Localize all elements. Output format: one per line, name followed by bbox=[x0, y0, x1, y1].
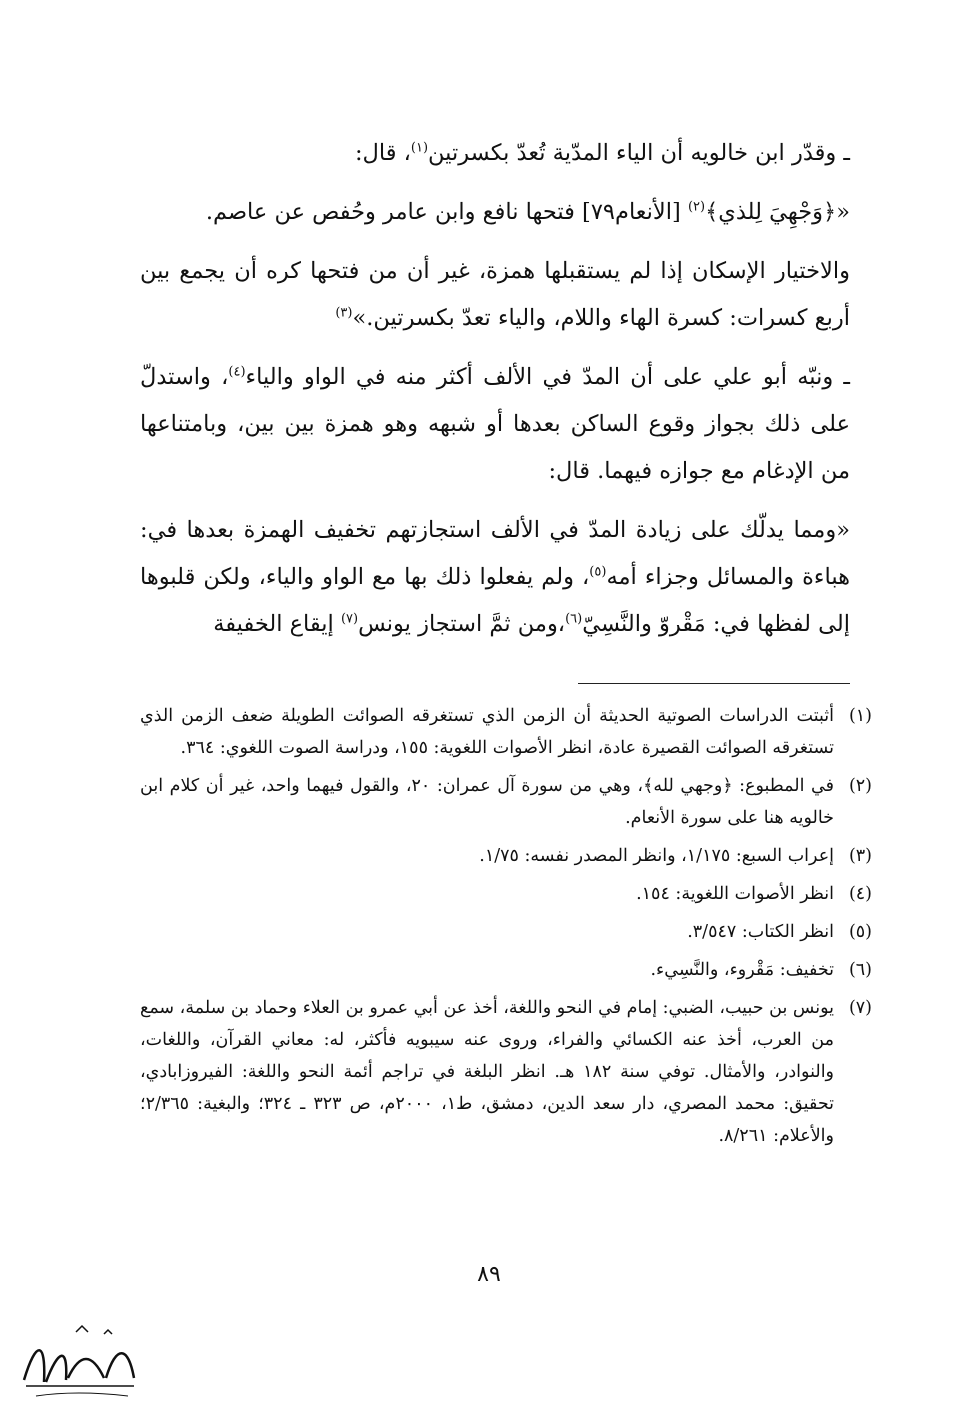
footnote-text: تخفيف: مَقْروء، والنَّسِيء. bbox=[650, 960, 834, 980]
paragraph-5-text: «ومما يدلّك على زيادة المدّ في الألف استجازتهم تخفيف الهمزة بعدها في: هباءة والمسائل وجزاء أمه bbox=[140, 517, 850, 590]
footnote-number: (٢) bbox=[848, 776, 872, 796]
footnote-ref-1[interactable]: (١) bbox=[410, 140, 429, 156]
paragraph-4 bbox=[140, 354, 850, 495]
publisher-logo-icon bbox=[16, 1320, 141, 1405]
paragraph-5-tail: إيقاع الخفيفة bbox=[213, 611, 341, 637]
footnote-number: (٣) bbox=[848, 846, 872, 866]
paragraph-2 bbox=[140, 189, 850, 236]
main-text bbox=[140, 130, 850, 660]
footnotes bbox=[140, 700, 872, 1158]
footnote-ref-4[interactable]: (٤) bbox=[228, 364, 246, 380]
footnote-2 bbox=[140, 770, 872, 834]
footnote-7 bbox=[140, 992, 872, 1152]
footnote-1 bbox=[140, 700, 872, 764]
footnote-number: (٥) bbox=[848, 922, 872, 942]
paragraph-4-tail: ، واستدلّ على ذلك بجواز وقوع الساكن بعدها أو شبهه وهو همزة بين بين، وبامتناعها من الإدغام مع جوازه فيهما. قال: bbox=[140, 364, 850, 484]
footnote-number: (٧) bbox=[848, 998, 872, 1018]
paragraph-5 bbox=[140, 507, 850, 648]
footnote-ref-7[interactable]: (٧) bbox=[340, 611, 359, 627]
paragraph-4-text: ـ ونبّه أبو علي على أن المدّ في الألف أكثر منه في الواو والياء bbox=[245, 364, 850, 390]
footnote-6 bbox=[140, 954, 872, 986]
paragraph-1-text: ـ وقدّر ابن خالويه أن الياء المدّية تُعدّ بكسرتين bbox=[428, 140, 850, 166]
paragraph-5-mid: ، ولم يفعلوا ذلك بها مع الواو والياء، ولكن قلبوها إلى لفظها في: مَقْروّ والنَّسِيّ bbox=[140, 564, 850, 637]
paragraph-1-tail: ، قال: bbox=[354, 140, 411, 166]
footnote-ref-6[interactable]: (٦) bbox=[565, 611, 583, 627]
footnote-5 bbox=[140, 916, 872, 948]
footnote-ref-3[interactable]: (٣) bbox=[335, 305, 353, 321]
paragraph-2-tail: [الأنعام٧٩] فتحها نافع وابن عامر وحُفص عن عاصم. bbox=[205, 199, 688, 225]
footnote-ref-5[interactable]: (٥) bbox=[589, 564, 607, 580]
page-number: ٨٩ bbox=[477, 1262, 501, 1287]
footnote-text: في المطبوع: ﴿وجهي لله﴾، وهي من سورة آل عمران: ٢٠، والقول فيهما واحد، غير أن كلام ابن خالويه هنا على سورة الأنعام. bbox=[140, 776, 834, 828]
footnote-number: (١) bbox=[848, 706, 872, 726]
footnote-text: إعراب السبع: ١/١٧٥، وانظر المصدر نفسه: ١/٧٥. bbox=[479, 846, 834, 866]
paragraph-1 bbox=[140, 130, 850, 177]
paragraph-3-text: والاختيار الإسكان إذا لم يستقبلها همزة، غير أن من فتحها كره أن يجمع بين أربع كسرات: كسرة الهاء واللام، والياء تعدّ بكسرتين.» bbox=[140, 258, 850, 331]
footnote-separator bbox=[578, 683, 850, 684]
paragraph-3 bbox=[140, 248, 850, 342]
footnote-4 bbox=[140, 878, 872, 910]
footnote-number: (٤) bbox=[848, 884, 872, 904]
footnote-number: (٦) bbox=[848, 960, 872, 980]
paragraph-2-text: «﴿وَجْهِيَ لِلذي﴾ bbox=[705, 199, 850, 225]
footnote-text: أثبتت الدراسات الصوتية الحديثة أن الزمن الذي تستغرقه الصوائت الطويلة ضعف الزمن الذي تستغرقه الصوائت القصيرة عادة، انظر الأصوات اللغوية: ١٥٥، ودراسة الصوت اللغوي: ٣٦٤. bbox=[140, 706, 834, 758]
footnote-3 bbox=[140, 840, 872, 872]
footnote-text: انظر الأصوات اللغوية: ١٥٤. bbox=[636, 884, 834, 904]
footnote-ref-2[interactable]: (٢) bbox=[687, 199, 706, 215]
footnote-text: يونس بن حبيب، الضبي: إمام في النحو واللغة، أخذ عن أبي عمرو بن العلاء وحماد بن سلمة، سمع من العرب، أخذ عنه الكسائي والفراء، وروى عنه سيبويه فأكثر، له: معاني القرآن، واللغات، والنوادر، والأمثال. توفي سنة ١٨٢ هـ. انظر البلغة في تراجم أئمة النحو واللغة: الفيروزابادي، تحقيق: محمد المصري، دار سعد الدين، دمشق، ط١، ٢٠٠٠م، ص ٣٢٣ ـ ٣٢٤؛ والبغية: ٢/٣٦٥؛ والأعلام: ٨/٢٦١. bbox=[140, 998, 835, 1146]
paragraph-5-mid2: ،ومن ثمَّ استجاز يونس bbox=[358, 611, 566, 637]
footnote-text: انظر الكتاب: ٣/٥٤٧. bbox=[687, 922, 834, 942]
